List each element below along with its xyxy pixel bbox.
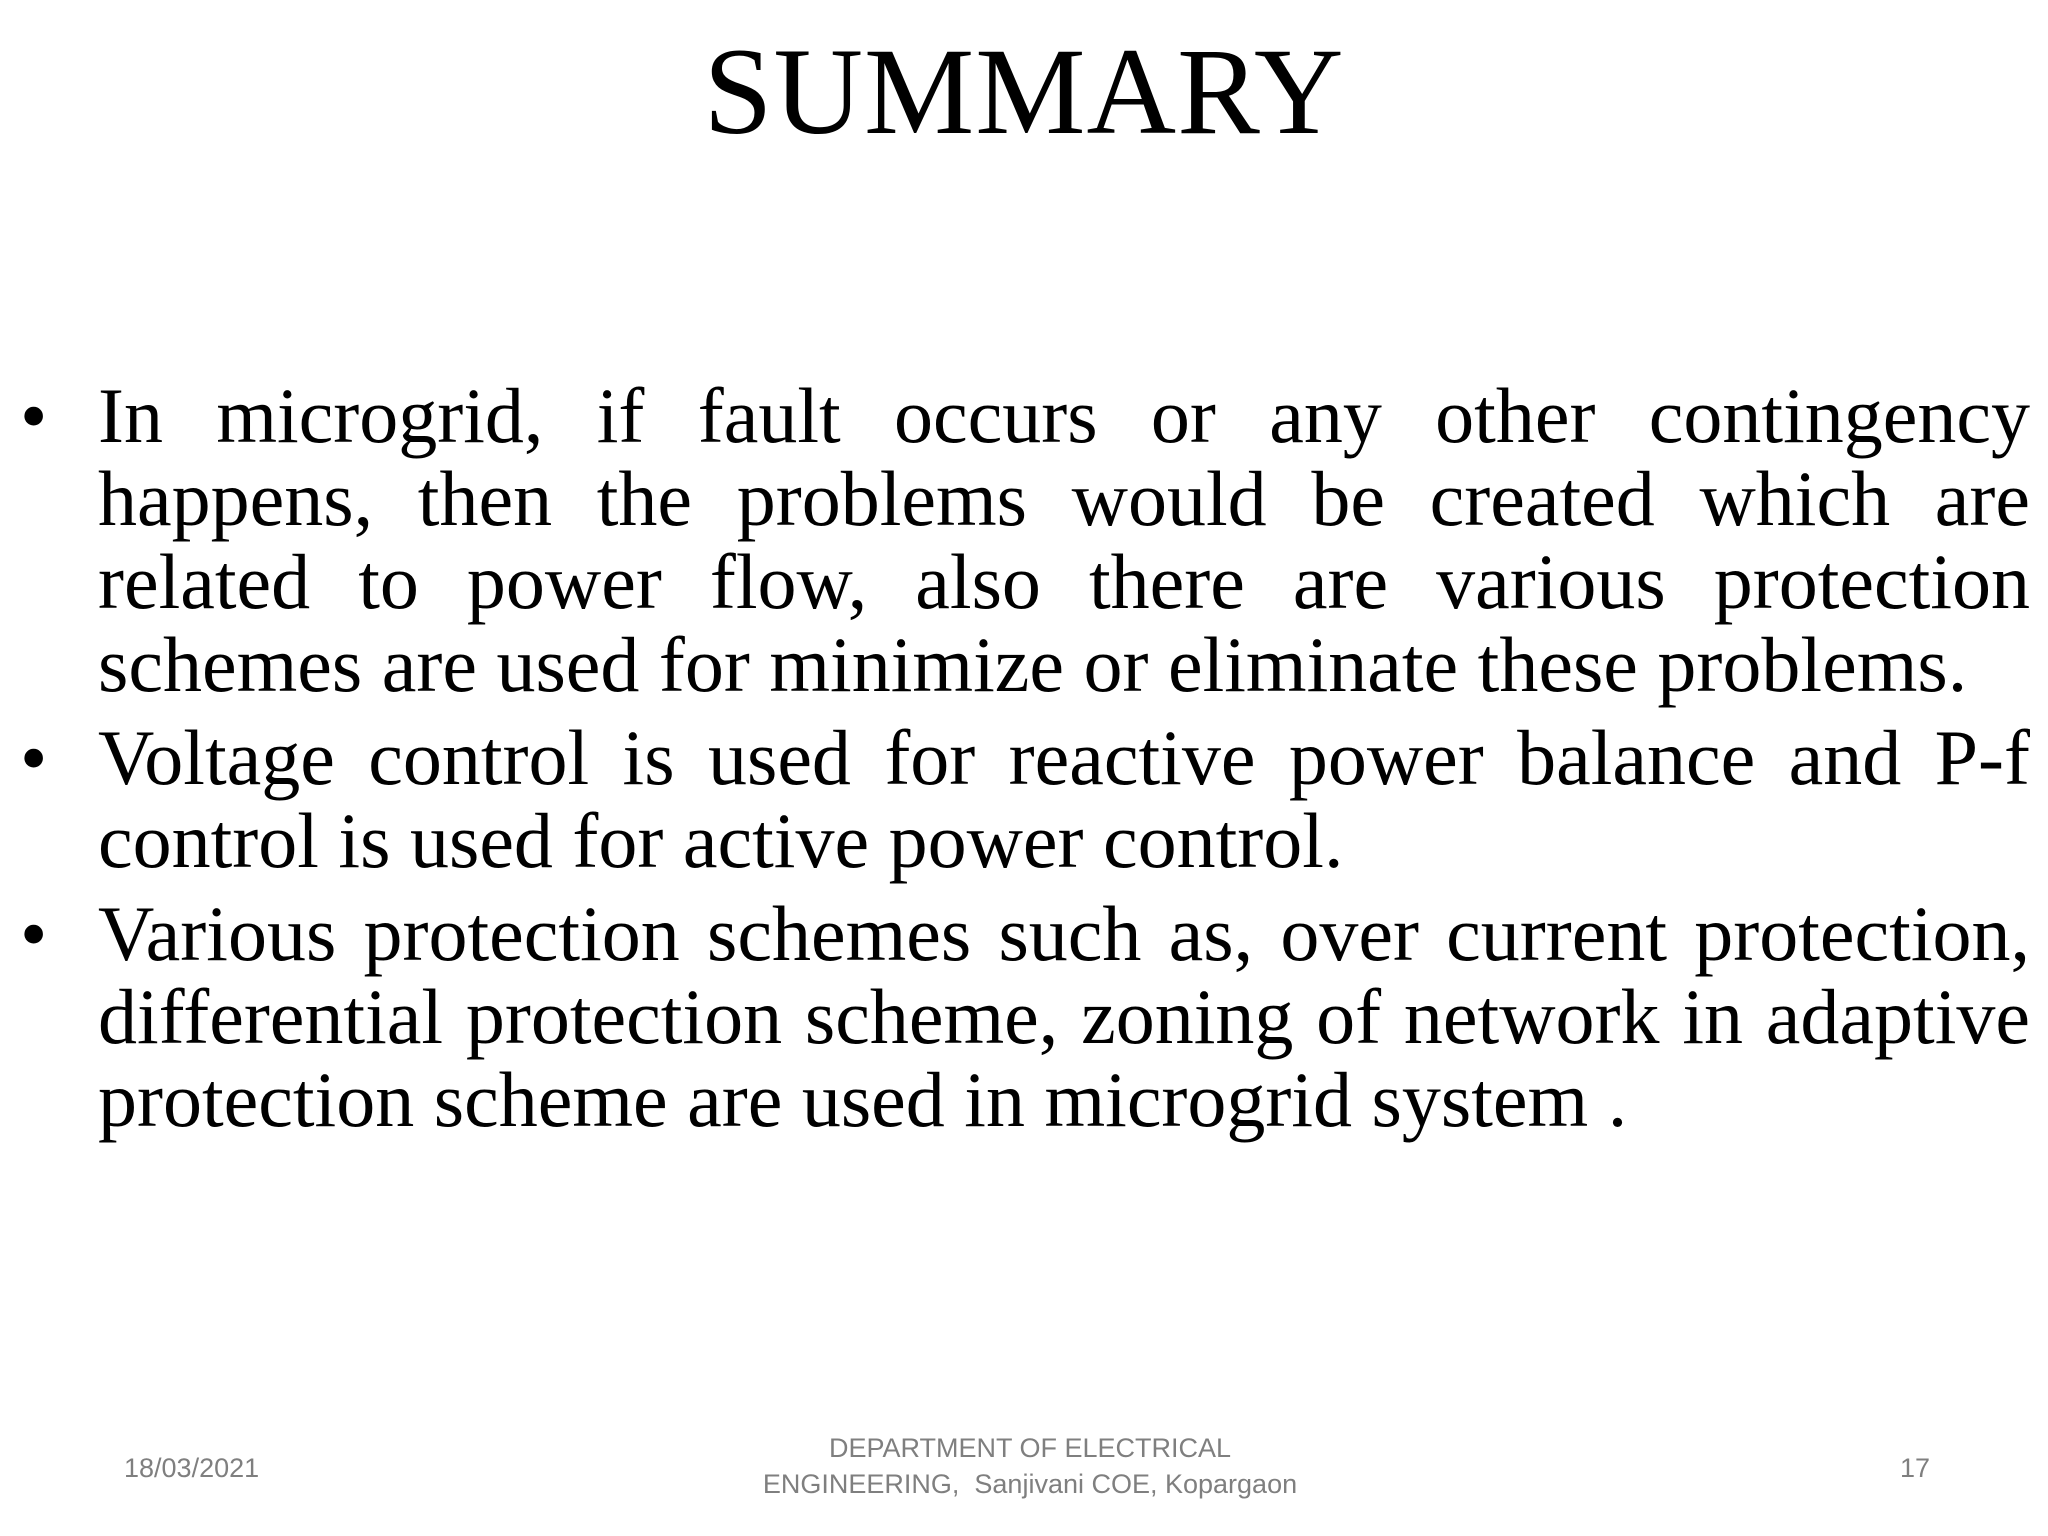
bullet-marker: •: [20, 372, 48, 459]
footer-department: [700, 1430, 1360, 1502]
bullet-item: [20, 716, 2030, 882]
bullet-item: [20, 374, 2030, 706]
page-number: 17: [1899, 1453, 1930, 1483]
bullet-marker: •: [20, 714, 48, 801]
bullet-text: Various protection schemes such as, over current protection, differential protection scheme, zoning of network in adaptive protection scheme are used in microgrid system .: [98, 890, 2030, 1143]
footer-department-line-2: ENGINEERING, Sanjivani COE, Kopargaon: [762, 1469, 1298, 1499]
slide-title: SUMMARY: [703, 23, 1345, 160]
footer-department-line-1: DEPARTMENT OF ELECTRICAL: [828, 1433, 1232, 1463]
footer-date: 18/03/2021: [124, 1453, 260, 1483]
bullet-item: [20, 892, 2030, 1141]
bullet-marker: •: [20, 890, 48, 977]
bullet-list: [20, 374, 2030, 1151]
bullet-text: In microgrid, if fault occurs or any other contingency happens, then the problems would be created which are related to power flow, also there are various protection schemes are used for minimize or eliminate these problems.: [98, 372, 2030, 708]
bullet-text: Voltage control is used for reactive power balance and P-f control is used for active power control.: [98, 714, 2030, 884]
